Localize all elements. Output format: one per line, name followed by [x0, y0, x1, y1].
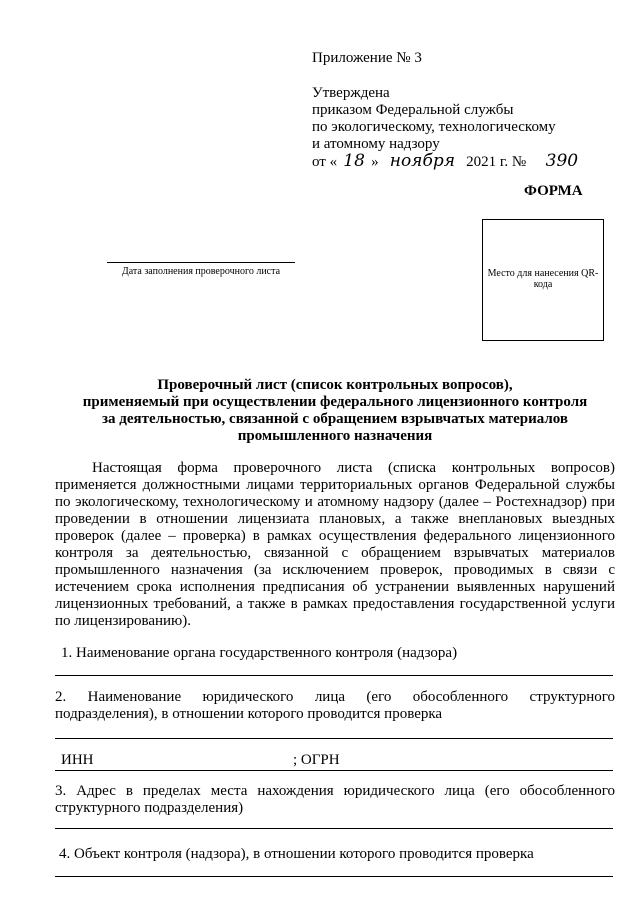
- handwritten-day: 18: [343, 151, 365, 171]
- document-title: [60, 377, 610, 445]
- date-fill-line: [107, 262, 295, 263]
- year-and-number-label: 2021 г. №: [466, 154, 527, 170]
- handwritten-order-number: 390: [545, 151, 579, 171]
- item-3-address: 3. Адрес в пределах места нахождения юридического лица (его обособленного структурного подразделения): [55, 783, 615, 816]
- approval-block: [312, 50, 594, 171]
- item-2-fill-line: [55, 738, 613, 739]
- date-fill-label: Дата заполнения проверочного листа: [121, 266, 281, 277]
- date-mid: »: [371, 154, 379, 170]
- item-1-control-body: 1. Наименование органа государственного контроля (надзора): [61, 645, 458, 661]
- order-date-line: [312, 153, 594, 171]
- qr-code-box: [482, 219, 604, 341]
- approved-line-3: по экологическому, технологическому: [312, 119, 556, 135]
- date-prefix: от «: [312, 154, 338, 170]
- approved-line-4: и атомному надзору: [312, 136, 440, 152]
- ogrn-label: ; ОГРН: [293, 752, 340, 768]
- qr-code-label: [483, 268, 603, 290]
- title-line-2: применяемый при осуществлении федерального лицензионного контроля: [82, 394, 588, 410]
- handwritten-month: ноября: [389, 151, 455, 171]
- item-4-fill-line: [55, 876, 613, 877]
- appendix-number: Приложение № 3: [312, 50, 422, 66]
- title-line-4: промышленного назначения: [237, 428, 433, 444]
- item-2-legal-entity: 2. Наименование юридического лица (его обособленного структурного подразделения), в отношении которого проводится проверка: [55, 689, 615, 722]
- item-1-fill-line: [55, 675, 613, 676]
- inn-ogrn-fill-line: [55, 770, 613, 771]
- qr-code-label-text: Место для нанесения QR-кода: [487, 268, 599, 290]
- approved-line-1: Утверждена: [312, 85, 390, 101]
- inn-label: ИНН: [61, 752, 94, 768]
- item-4-control-object: 4. Объект контроля (надзора), в отношении которого проводится проверка: [59, 846, 534, 862]
- approved-line-2: приказом Федеральной службы: [312, 102, 514, 118]
- item-3-fill-line: [55, 828, 613, 829]
- form-label: ФОРМА: [524, 183, 583, 199]
- title-line-1: Проверочный лист (список контрольных вопросов),: [157, 377, 513, 393]
- intro-paragraph: Настоящая форма проверочного листа (списка контрольных вопросов) применяется должностными лицами территориальных органов Федеральной службы по экологическому, технологическому и атомному надзору (далее – Ростехнадзор) при проведении в отношении лицензиата плановых, а также внеплановых выездных проверок (далее – проверка) в рамках осуществления федерального лицензионного контроля за деятельностью, связанной с обращением взрывчатых материалов промышленного назначения (за исключением проверок, проводимых в связи с истечением срока исполнения предписания об устранении выявленных нарушений лицензионных требований, а также в рамках предоставления государственной услуги по лицензированию).: [55, 460, 615, 629]
- title-line-3: за деятельностью, связанной с обращением взрывчатых материалов: [101, 411, 569, 427]
